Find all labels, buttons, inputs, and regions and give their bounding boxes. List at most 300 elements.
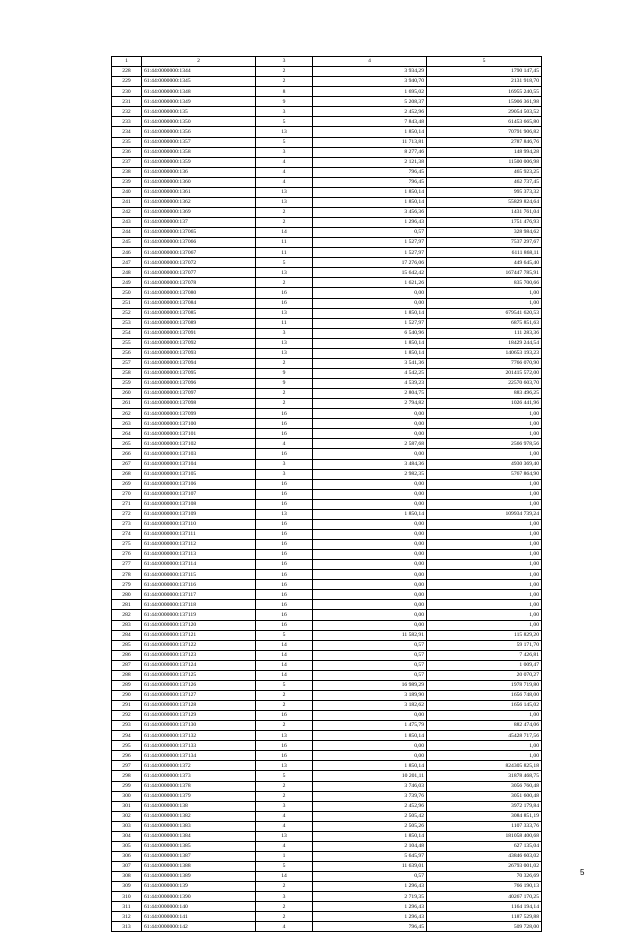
row-index-cell: 285 <box>112 640 142 650</box>
cadastral-number-cell: 61:44:0000000:137109 <box>142 509 256 519</box>
group-cell: 14 <box>256 660 313 670</box>
row-index-cell: 230 <box>112 87 142 97</box>
table-row <box>112 228 542 238</box>
specific-value-cell: 2 505,26 <box>313 821 427 831</box>
cadastral-value-cell: 1,00 <box>427 620 542 630</box>
cadastral-value-cell: 995 373,32 <box>427 187 542 197</box>
specific-value-cell: 1 850,14 <box>313 348 427 358</box>
cadastral-number-cell: 61:44:0000000:137095 <box>142 368 256 378</box>
specific-value-cell: 796,45 <box>313 177 427 187</box>
specific-value-cell: 0,00 <box>313 751 427 761</box>
cadastral-number-cell: 61:44:0000000:1387 <box>142 851 256 861</box>
specific-value-cell: 1 850,14 <box>313 197 427 207</box>
row-index-cell: 290 <box>112 690 142 700</box>
cadastral-value-cell: 18429 244,54 <box>427 338 542 348</box>
specific-value-cell: 15 642,42 <box>313 268 427 278</box>
specific-value-cell: 1 475,79 <box>313 721 427 731</box>
specific-value-cell: 0,57 <box>313 640 427 650</box>
cadastral-number-cell: 61:44:0000000:137115 <box>142 570 256 580</box>
row-index-cell: 277 <box>112 560 142 570</box>
cadastral-number-cell: 61:44:0000000:137126 <box>142 680 256 690</box>
specific-value-cell: 1 850,14 <box>313 761 427 771</box>
specific-value-cell: 0,00 <box>313 560 427 570</box>
row-index-cell: 275 <box>112 540 142 550</box>
cadastral-value-cell: 11500 006,98 <box>427 157 542 167</box>
cadastral-number-cell: 61:44:0000000:137123 <box>142 650 256 660</box>
group-cell: 3 <box>256 328 313 338</box>
cadastral-value-cell: 7537 297,67 <box>427 238 542 248</box>
cadastral-value-cell: 766 190,13 <box>427 882 542 892</box>
group-cell: 16 <box>256 449 313 459</box>
table-row <box>112 328 542 338</box>
cadastral-number-cell: 61:44:0000000:1348 <box>142 87 256 97</box>
specific-value-cell: 2 452,96 <box>313 107 427 117</box>
group-cell: 9 <box>256 379 313 389</box>
cadastral-number-cell: 61:44:0000000:137093 <box>142 348 256 358</box>
specific-value-cell: 3 739,76 <box>313 791 427 801</box>
cadastral-value-cell: 1,00 <box>427 540 542 550</box>
cadastral-number-cell: 61:44:0000000:138 <box>142 801 256 811</box>
cadastral-value-cell: 20 070,27 <box>427 670 542 680</box>
group-cell: 16 <box>256 610 313 620</box>
cadastral-number-cell: 61:44:0000000:1382 <box>142 811 256 821</box>
table-row <box>112 107 542 117</box>
table-row <box>112 197 542 207</box>
group-cell: 13 <box>256 268 313 278</box>
cadastral-value-cell: 1,00 <box>427 409 542 419</box>
group-cell: 16 <box>256 429 313 439</box>
specific-value-cell: 3 746,03 <box>313 781 427 791</box>
cadastral-value-cell: 1187 529,88 <box>427 912 542 922</box>
cadastral-value-cell: 115 829,20 <box>427 630 542 640</box>
cadastral-number-cell: 61:44:0000000:137072 <box>142 258 256 268</box>
cadastral-value-cell: 883 496,25 <box>427 389 542 399</box>
cadastral-value-cell: 15906 361,98 <box>427 97 542 107</box>
cadastral-number-cell: 61:44:0000000:1362 <box>142 197 256 207</box>
specific-value-cell: 0,00 <box>313 570 427 580</box>
specific-value-cell: 0,00 <box>313 610 427 620</box>
cadastral-number-cell: 61:44:0000000:1390 <box>142 892 256 902</box>
column-header-1: 1 <box>112 57 142 67</box>
row-index-cell: 299 <box>112 781 142 791</box>
row-index-cell: 267 <box>112 459 142 469</box>
row-index-cell: 276 <box>112 550 142 560</box>
group-cell: 5 <box>256 680 313 690</box>
table-row <box>112 912 542 922</box>
row-index-cell: 279 <box>112 580 142 590</box>
specific-value-cell: 17 276,06 <box>313 258 427 268</box>
group-cell: 2 <box>256 781 313 791</box>
cadastral-number-cell: 61:44:0000000:1357 <box>142 137 256 147</box>
cadastral-number-cell: 61:44:0000000:137091 <box>142 328 256 338</box>
cadastral-number-cell: 61:44:0000000:135 <box>142 107 256 117</box>
cadastral-number-cell: 61:44:0000000:137099 <box>142 409 256 419</box>
group-cell: 4 <box>256 439 313 449</box>
specific-value-cell: 2 982,35 <box>313 469 427 479</box>
specific-value-cell: 0,00 <box>313 499 427 509</box>
group-cell: 1 <box>256 851 313 861</box>
specific-value-cell: 2 104,48 <box>313 841 427 851</box>
row-index-cell: 242 <box>112 207 142 217</box>
cadastral-value-cell: 6111 868,11 <box>427 248 542 258</box>
specific-value-cell: 0,00 <box>313 529 427 539</box>
cadastral-value-cell: 509 728,00 <box>427 922 542 932</box>
row-index-cell: 289 <box>112 680 142 690</box>
specific-value-cell: 11 713,81 <box>313 137 427 147</box>
specific-value-cell: 7 843,48 <box>313 117 427 127</box>
table-row <box>112 238 542 248</box>
cadastral-number-cell: 61:44:0000000:1384 <box>142 831 256 841</box>
row-index-cell: 301 <box>112 801 142 811</box>
row-index-cell: 295 <box>112 741 142 751</box>
group-cell: 16 <box>256 550 313 560</box>
cadastral-number-cell: 61:44:0000000:1344 <box>142 67 256 77</box>
group-cell: 16 <box>256 298 313 308</box>
cadastral-value-cell: 328 984,62 <box>427 228 542 238</box>
group-cell: 3 <box>256 459 313 469</box>
row-index-cell: 228 <box>112 67 142 77</box>
table-row <box>112 509 542 519</box>
cadastral-number-cell: 61:44:0000000:140 <box>142 902 256 912</box>
cadastral-value-cell: 1,00 <box>427 550 542 560</box>
specific-value-cell: 1 296,43 <box>313 882 427 892</box>
cadastral-value-cell: 109934 739,24 <box>427 509 542 519</box>
specific-value-cell: 1 850,14 <box>313 338 427 348</box>
cadastral-number-cell: 61:44:0000000:1358 <box>142 147 256 157</box>
cadastral-number-cell: 61:44:0000000:139 <box>142 882 256 892</box>
row-index-cell: 233 <box>112 117 142 127</box>
cadastral-number-cell: 61:44:0000000:1385 <box>142 841 256 851</box>
table-row <box>112 147 542 157</box>
group-cell: 2 <box>256 278 313 288</box>
row-index-cell: 264 <box>112 429 142 439</box>
table-row <box>112 882 542 892</box>
cadastral-number-cell: 61:44:0000000:137101 <box>142 429 256 439</box>
table-row <box>112 711 542 721</box>
row-index-cell: 231 <box>112 97 142 107</box>
row-index-cell: 286 <box>112 650 142 660</box>
row-index-cell: 240 <box>112 187 142 197</box>
group-cell: 4 <box>256 922 313 932</box>
row-index-cell: 307 <box>112 862 142 872</box>
group-cell: 2 <box>256 721 313 731</box>
specific-value-cell: 2 794,82 <box>313 399 427 409</box>
cadastral-number-cell: 61:44:0000000:137122 <box>142 640 256 650</box>
row-index-cell: 269 <box>112 479 142 489</box>
group-cell: 16 <box>256 590 313 600</box>
group-cell: 16 <box>256 580 313 590</box>
table-row <box>112 529 542 539</box>
group-cell: 16 <box>256 711 313 721</box>
group-cell: 5 <box>256 630 313 640</box>
table-row <box>112 459 542 469</box>
cadastral-number-cell: 61:44:0000000:137113 <box>142 550 256 560</box>
cadastral-number-cell: 61:44:0000000:142 <box>142 922 256 932</box>
group-cell: 2 <box>256 902 313 912</box>
specific-value-cell: 2 719,35 <box>313 892 427 902</box>
cadastral-number-cell: 61:44:0000000:137125 <box>142 670 256 680</box>
table-row <box>112 670 542 680</box>
group-cell: 2 <box>256 77 313 87</box>
cadastral-value-cell: 45428 717,56 <box>427 731 542 741</box>
cadastral-number-cell: 61:44:0000000:137077 <box>142 268 256 278</box>
table-row <box>112 771 542 781</box>
cadastral-value-cell: 1,00 <box>427 570 542 580</box>
row-index-cell: 259 <box>112 379 142 389</box>
row-index-cell: 245 <box>112 238 142 248</box>
cadastral-value-cell: 449 645,40 <box>427 258 542 268</box>
cadastral-number-cell: 61:44:0000000:137080 <box>142 288 256 298</box>
group-cell: 3 <box>256 147 313 157</box>
cadastral-value-cell: 465 923,25 <box>427 167 542 177</box>
group-cell: 11 <box>256 318 313 328</box>
table-row <box>112 862 542 872</box>
table-row <box>112 278 542 288</box>
specific-value-cell: 0,00 <box>313 298 427 308</box>
specific-value-cell: 2 804,75 <box>313 389 427 399</box>
cadastral-value-cell: 1,00 <box>427 298 542 308</box>
group-cell: 13 <box>256 831 313 841</box>
group-cell: 13 <box>256 308 313 318</box>
specific-value-cell: 0,00 <box>313 449 427 459</box>
row-index-cell: 257 <box>112 358 142 368</box>
table-row <box>112 348 542 358</box>
group-cell: 14 <box>256 670 313 680</box>
group-cell: 2 <box>256 389 313 399</box>
specific-value-cell: 10 201,11 <box>313 771 427 781</box>
cadastral-number-cell: 61:44:0000000:137100 <box>142 419 256 429</box>
group-cell: 2 <box>256 882 313 892</box>
column-header-4: 4 <box>313 57 427 67</box>
table-row <box>112 831 542 841</box>
specific-value-cell: 1 621,26 <box>313 278 427 288</box>
row-index-cell: 278 <box>112 570 142 580</box>
table-row <box>112 902 542 912</box>
table-row <box>112 67 542 77</box>
specific-value-cell: 4 539,23 <box>313 379 427 389</box>
cadastral-value-cell: 1,00 <box>427 610 542 620</box>
table-row <box>112 499 542 509</box>
table-row <box>112 841 542 851</box>
row-index-cell: 265 <box>112 439 142 449</box>
group-cell: 2 <box>256 358 313 368</box>
group-cell: 3 <box>256 107 313 117</box>
row-index-cell: 260 <box>112 389 142 399</box>
table-row <box>112 519 542 529</box>
row-index-cell: 229 <box>112 77 142 87</box>
cadastral-number-cell: 61:44:0000000:137127 <box>142 690 256 700</box>
row-index-cell: 243 <box>112 218 142 228</box>
cadastral-number-cell: 61:44:0000000:137116 <box>142 580 256 590</box>
row-index-cell: 274 <box>112 529 142 539</box>
row-index-cell: 241 <box>112 197 142 207</box>
table-row <box>112 660 542 670</box>
table-row <box>112 187 542 197</box>
group-cell: 16 <box>256 499 313 509</box>
row-index-cell: 273 <box>112 519 142 529</box>
table-row <box>112 690 542 700</box>
row-index-cell: 300 <box>112 791 142 801</box>
group-cell: 4 <box>256 167 313 177</box>
table-row <box>112 207 542 217</box>
cadastral-number-cell: 61:44:0000000:1361 <box>142 187 256 197</box>
row-index-cell: 261 <box>112 399 142 409</box>
cadastral-value-cell: 181058 400,68 <box>427 831 542 841</box>
specific-value-cell: 3 456,36 <box>313 207 427 217</box>
cadastral-number-cell: 61:44:0000000:1349 <box>142 97 256 107</box>
group-cell: 9 <box>256 97 313 107</box>
specific-value-cell: 0,57 <box>313 660 427 670</box>
row-index-cell: 284 <box>112 630 142 640</box>
row-index-cell: 283 <box>112 620 142 630</box>
row-index-cell: 292 <box>112 711 142 721</box>
row-index-cell: 303 <box>112 821 142 831</box>
specific-value-cell: 0,00 <box>313 580 427 590</box>
group-cell: 2 <box>256 218 313 228</box>
group-cell: 13 <box>256 127 313 137</box>
group-cell: 5 <box>256 258 313 268</box>
cadastral-value-cell: 1,00 <box>427 479 542 489</box>
cadastral-number-cell: 61:44:0000000:137066 <box>142 238 256 248</box>
group-cell: 2 <box>256 399 313 409</box>
specific-value-cell: 0,00 <box>313 479 427 489</box>
cadastral-number-cell: 61:44:0000000:1372 <box>142 761 256 771</box>
table-row <box>112 741 542 751</box>
cadastral-number-cell: 61:44:0000000:1389 <box>142 872 256 882</box>
cadastral-number-cell: 61:44:0000000:137132 <box>142 731 256 741</box>
row-index-cell: 249 <box>112 278 142 288</box>
cadastral-value-cell: 1,00 <box>427 489 542 499</box>
table-row <box>112 449 542 459</box>
group-cell: 16 <box>256 409 313 419</box>
row-index-cell: 254 <box>112 328 142 338</box>
row-index-cell: 239 <box>112 177 142 187</box>
table-row <box>112 117 542 127</box>
specific-value-cell: 3 189,90 <box>313 690 427 700</box>
cadastral-value-cell: 5767 864,90 <box>427 469 542 479</box>
table-row <box>112 680 542 690</box>
cadastral-number-cell: 61:44:0000000:137134 <box>142 751 256 761</box>
group-cell: 16 <box>256 489 313 499</box>
cadastral-value-cell: 3972 179,84 <box>427 801 542 811</box>
row-index-cell: 251 <box>112 298 142 308</box>
table-row <box>112 580 542 590</box>
group-cell: 3 <box>256 801 313 811</box>
specific-value-cell: 0,00 <box>313 409 427 419</box>
cadastral-value-cell: 1431 761,04 <box>427 207 542 217</box>
table-row <box>112 469 542 479</box>
table-row <box>112 318 542 328</box>
column-header-3: 3 <box>256 57 313 67</box>
cadastral-value-cell: 55829 824,64 <box>427 197 542 207</box>
cadastral-number-cell: 61:44:0000000:137085 <box>142 308 256 318</box>
cadastral-value-cell: 2566 978,56 <box>427 439 542 449</box>
group-cell: 16 <box>256 519 313 529</box>
cadastral-number-cell: 61:44:0000000:137110 <box>142 519 256 529</box>
table-row <box>112 308 542 318</box>
specific-value-cell: 0,00 <box>313 620 427 630</box>
group-cell: 13 <box>256 348 313 358</box>
cadastral-value-cell: 824305 825,18 <box>427 761 542 771</box>
cadastral-value-cell: 4930 369,40 <box>427 459 542 469</box>
table-row <box>112 751 542 761</box>
table-row <box>112 399 542 409</box>
table-row <box>112 851 542 861</box>
specific-value-cell: 16 989,29 <box>313 680 427 690</box>
row-index-cell: 266 <box>112 449 142 459</box>
cadastral-number-cell: 61:44:0000000:137104 <box>142 459 256 469</box>
table-row <box>112 248 542 258</box>
page-number: 5 <box>580 868 585 877</box>
table-row <box>112 389 542 399</box>
cadastral-value-cell: 1164 194,14 <box>427 902 542 912</box>
cadastral-value-cell: 679541 620,53 <box>427 308 542 318</box>
table-row <box>112 429 542 439</box>
row-index-cell: 306 <box>112 851 142 861</box>
cadastral-value-cell: 16955 240,55 <box>427 87 542 97</box>
cadastral-number-cell: 61:44:0000000:1356 <box>142 127 256 137</box>
table-row <box>112 922 542 932</box>
cadastral-value-cell: 7 426,81 <box>427 650 542 660</box>
table-row <box>112 368 542 378</box>
specific-value-cell: 0,57 <box>313 228 427 238</box>
table-row <box>112 479 542 489</box>
row-index-cell: 256 <box>112 348 142 358</box>
specific-value-cell: 3 940,70 <box>313 77 427 87</box>
specific-value-cell: 2 587,68 <box>313 439 427 449</box>
cadastral-value-cell: 1,00 <box>427 288 542 298</box>
table-row <box>112 701 542 711</box>
cadastral-number-cell: 61:44:0000000:137111 <box>142 529 256 539</box>
specific-value-cell: 5 645,97 <box>313 851 427 861</box>
group-cell: 16 <box>256 479 313 489</box>
group-cell: 5 <box>256 137 313 147</box>
row-index-cell: 268 <box>112 469 142 479</box>
cadastral-number-cell: 61:44:0000000:1350 <box>142 117 256 127</box>
group-cell: 13 <box>256 187 313 197</box>
cadastral-value-cell: 70 326,69 <box>427 872 542 882</box>
cadastral-value-cell: 22570 603,70 <box>427 379 542 389</box>
cadastral-value-cell: 1751 476,93 <box>427 218 542 228</box>
row-index-cell: 282 <box>112 610 142 620</box>
row-index-cell: 311 <box>112 902 142 912</box>
table-row <box>112 419 542 429</box>
group-cell: 4 <box>256 811 313 821</box>
specific-value-cell: 2 505,42 <box>313 811 427 821</box>
cadastral-value-cell: 1656 145,02 <box>427 701 542 711</box>
row-index-cell: 255 <box>112 338 142 348</box>
specific-value-cell: 3 541,36 <box>313 358 427 368</box>
row-index-cell: 270 <box>112 489 142 499</box>
group-cell: 5 <box>256 117 313 127</box>
cadastral-number-cell: 61:44:0000000:1378 <box>142 781 256 791</box>
row-index-cell: 247 <box>112 258 142 268</box>
table-row <box>112 892 542 902</box>
row-index-cell: 297 <box>112 761 142 771</box>
cadastral-number-cell: 61:44:0000000:137097 <box>142 389 256 399</box>
cadastral-number-cell: 61:44:0000000:1360 <box>142 177 256 187</box>
group-cell: 11 <box>256 238 313 248</box>
cadastral-number-cell: 61:44:0000000:137119 <box>142 610 256 620</box>
cadastral-number-cell: 61:44:0000000:137089 <box>142 318 256 328</box>
group-cell: 3 <box>256 892 313 902</box>
cadastral-number-cell: 61:44:0000000:137098 <box>142 399 256 409</box>
cadastral-number-cell: 61:44:0000000:137118 <box>142 600 256 610</box>
cadastral-value-table <box>111 56 542 932</box>
cadastral-value-cell: 1,00 <box>427 429 542 439</box>
cadastral-value-cell: 7766 070,90 <box>427 358 542 368</box>
cadastral-value-cell: 1,00 <box>427 519 542 529</box>
